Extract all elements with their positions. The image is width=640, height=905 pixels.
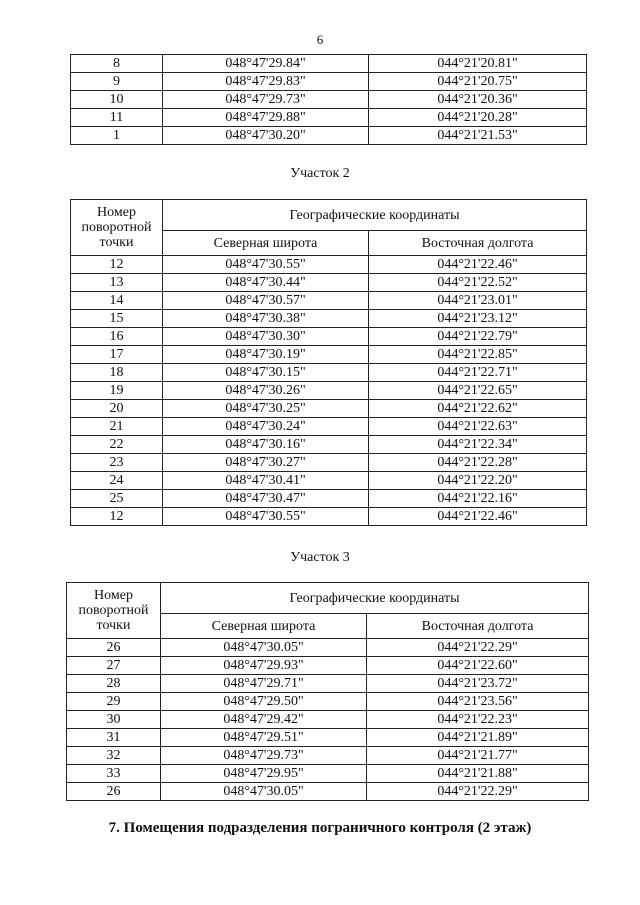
longitude-cell: 044°21'20.75"	[369, 73, 587, 91]
point-number-cell: 30	[67, 711, 161, 729]
longitude-cell: 044°21'22.79"	[369, 328, 587, 346]
point-number-cell: 1	[71, 127, 163, 145]
point-number-header-line-1: Номер	[97, 205, 136, 220]
table-row	[71, 418, 587, 436]
table-row	[71, 436, 587, 454]
latitude-cell: 048°47'30.57"	[163, 292, 369, 310]
longitude-cell: 044°21'22.46"	[369, 508, 587, 526]
table-row	[71, 91, 587, 109]
longitude-header: Восточная долгота	[369, 231, 587, 256]
page-number: 6	[316, 32, 324, 47]
latitude-cell: 048°47'30.15"	[163, 364, 369, 382]
table-row	[71, 454, 587, 472]
point-number-cell: 29	[67, 693, 161, 711]
table-row	[71, 274, 587, 292]
latitude-cell: 048°47'30.41"	[163, 472, 369, 490]
point-number-cell: 14	[71, 292, 163, 310]
latitude-cell: 048°47'29.71"	[161, 675, 367, 693]
table-row	[71, 508, 587, 526]
section-3-coordinates-table	[66, 582, 589, 801]
point-number-cell: 23	[71, 454, 163, 472]
section-3-heading: Участок 3	[290, 550, 350, 565]
latitude-cell: 048°47'29.73"	[163, 91, 369, 109]
table-row	[67, 729, 589, 747]
longitude-cell: 044°21'23.72"	[367, 675, 589, 693]
table-row	[67, 747, 589, 765]
section-2-header-row-top	[71, 200, 587, 231]
section-3-header-row-top	[67, 583, 589, 614]
table-row	[71, 328, 587, 346]
geo-coordinates-header: Географические координаты	[163, 200, 587, 231]
latitude-cell: 048°47'29.95"	[161, 765, 367, 783]
longitude-cell: 044°21'23.56"	[367, 693, 589, 711]
point-number-header-line-3: точки	[96, 618, 131, 633]
point-number-cell: 32	[67, 747, 161, 765]
table-row	[71, 490, 587, 508]
latitude-header: Северная широта	[163, 231, 369, 256]
longitude-header: Восточная долгота	[367, 614, 589, 639]
latitude-cell: 048°47'30.16"	[163, 436, 369, 454]
latitude-cell: 048°47'30.47"	[163, 490, 369, 508]
latitude-cell: 048°47'30.38"	[163, 310, 369, 328]
point-number-cell: 12	[71, 256, 163, 274]
latitude-cell: 048°47'30.05"	[161, 783, 367, 801]
point-number-cell: 19	[71, 382, 163, 400]
point-number-header-line-1: Номер	[94, 588, 133, 603]
latitude-cell: 048°47'30.26"	[163, 382, 369, 400]
point-number-cell: 22	[71, 436, 163, 454]
longitude-cell: 044°21'22.71"	[369, 364, 587, 382]
latitude-cell: 048°47'29.88"	[163, 109, 369, 127]
longitude-cell: 044°21'22.60"	[367, 657, 589, 675]
table-row	[67, 783, 589, 801]
longitude-cell: 044°21'22.85"	[369, 346, 587, 364]
table-row	[71, 109, 587, 127]
table-row	[67, 693, 589, 711]
latitude-cell: 048°47'29.93"	[161, 657, 367, 675]
longitude-cell: 044°21'21.53"	[369, 127, 587, 145]
longitude-cell: 044°21'23.12"	[369, 310, 587, 328]
point-number-header-line-3: точки	[99, 235, 134, 250]
section-3-table-header	[67, 583, 589, 639]
point-number-cell: 26	[67, 639, 161, 657]
point-number-cell: 13	[71, 274, 163, 292]
table-row	[67, 675, 589, 693]
longitude-cell: 044°21'22.34"	[369, 436, 587, 454]
point-number-cell: 10	[71, 91, 163, 109]
point-number-cell: 27	[67, 657, 161, 675]
point-number-cell: 20	[71, 400, 163, 418]
longitude-cell: 044°21'22.65"	[369, 382, 587, 400]
longitude-cell: 044°21'20.36"	[369, 91, 587, 109]
table-row	[71, 400, 587, 418]
point-number-cell: 8	[71, 55, 163, 73]
point-number-cell: 31	[67, 729, 161, 747]
continuation-coordinates-table	[70, 54, 587, 145]
longitude-cell: 044°21'22.29"	[367, 639, 589, 657]
latitude-cell: 048°47'30.55"	[163, 256, 369, 274]
point-number-cell: 33	[67, 765, 161, 783]
table-row	[71, 55, 587, 73]
longitude-cell: 044°21'21.89"	[367, 729, 589, 747]
point-number-cell: 12	[71, 508, 163, 526]
point-number-cell: 24	[71, 472, 163, 490]
longitude-cell: 044°21'22.46"	[369, 256, 587, 274]
latitude-cell: 048°47'29.84"	[163, 55, 369, 73]
latitude-cell: 048°47'30.20"	[163, 127, 369, 145]
longitude-cell: 044°21'22.63"	[369, 418, 587, 436]
point-number-cell: 15	[71, 310, 163, 328]
longitude-cell: 044°21'22.29"	[367, 783, 589, 801]
latitude-cell: 048°47'30.30"	[163, 328, 369, 346]
latitude-cell: 048°47'30.44"	[163, 274, 369, 292]
point-number-cell: 16	[71, 328, 163, 346]
point-number-header	[71, 200, 163, 256]
section-7-heading: 7. Помещения подразделения пограничного контроля (2 этаж)	[108, 820, 532, 836]
table-row	[67, 765, 589, 783]
latitude-cell: 048°47'29.83"	[163, 73, 369, 91]
table-row	[71, 292, 587, 310]
point-number-cell: 18	[71, 364, 163, 382]
latitude-cell: 048°47'29.50"	[161, 693, 367, 711]
latitude-cell: 048°47'30.05"	[161, 639, 367, 657]
longitude-cell: 044°21'22.52"	[369, 274, 587, 292]
continuation-table-body	[71, 55, 587, 145]
table-row	[71, 310, 587, 328]
table-row	[71, 382, 587, 400]
point-number-cell: 9	[71, 73, 163, 91]
point-number-cell: 28	[67, 675, 161, 693]
latitude-cell: 048°47'30.55"	[163, 508, 369, 526]
point-number-header-line-2: поворотной	[81, 220, 152, 235]
longitude-cell: 044°21'21.88"	[367, 765, 589, 783]
longitude-cell: 044°21'22.23"	[367, 711, 589, 729]
section-2-table-header	[71, 200, 587, 256]
table-row	[71, 364, 587, 382]
section-3-table-body	[67, 639, 589, 801]
point-number-cell: 11	[71, 109, 163, 127]
table-row	[71, 256, 587, 274]
table-row	[71, 346, 587, 364]
point-number-cell: 17	[71, 346, 163, 364]
section-2-table-body	[71, 256, 587, 526]
latitude-cell: 048°47'30.19"	[163, 346, 369, 364]
latitude-cell: 048°47'30.25"	[163, 400, 369, 418]
latitude-header: Северная широта	[161, 614, 367, 639]
geo-coordinates-header: Географические координаты	[161, 583, 589, 614]
point-number-header-line-2: поворотной	[78, 603, 149, 618]
table-row	[67, 711, 589, 729]
section-2-heading: Участок 2	[290, 166, 350, 181]
table-row	[67, 639, 589, 657]
latitude-cell: 048°47'30.24"	[163, 418, 369, 436]
longitude-cell: 044°21'22.20"	[369, 472, 587, 490]
longitude-cell: 044°21'22.62"	[369, 400, 587, 418]
longitude-cell: 044°21'20.81"	[369, 55, 587, 73]
table-row	[67, 657, 589, 675]
point-number-cell: 25	[71, 490, 163, 508]
longitude-cell: 044°21'22.16"	[369, 490, 587, 508]
table-row	[71, 127, 587, 145]
latitude-cell: 048°47'29.73"	[161, 747, 367, 765]
latitude-cell: 048°47'30.27"	[163, 454, 369, 472]
point-number-cell: 26	[67, 783, 161, 801]
longitude-cell: 044°21'21.77"	[367, 747, 589, 765]
point-number-cell: 21	[71, 418, 163, 436]
latitude-cell: 048°47'29.42"	[161, 711, 367, 729]
table-row	[71, 472, 587, 490]
point-number-header	[67, 583, 161, 639]
latitude-cell: 048°47'29.51"	[161, 729, 367, 747]
section-2-coordinates-table	[70, 199, 587, 526]
table-row	[71, 73, 587, 91]
longitude-cell: 044°21'23.01"	[369, 292, 587, 310]
longitude-cell: 044°21'20.28"	[369, 109, 587, 127]
longitude-cell: 044°21'22.28"	[369, 454, 587, 472]
